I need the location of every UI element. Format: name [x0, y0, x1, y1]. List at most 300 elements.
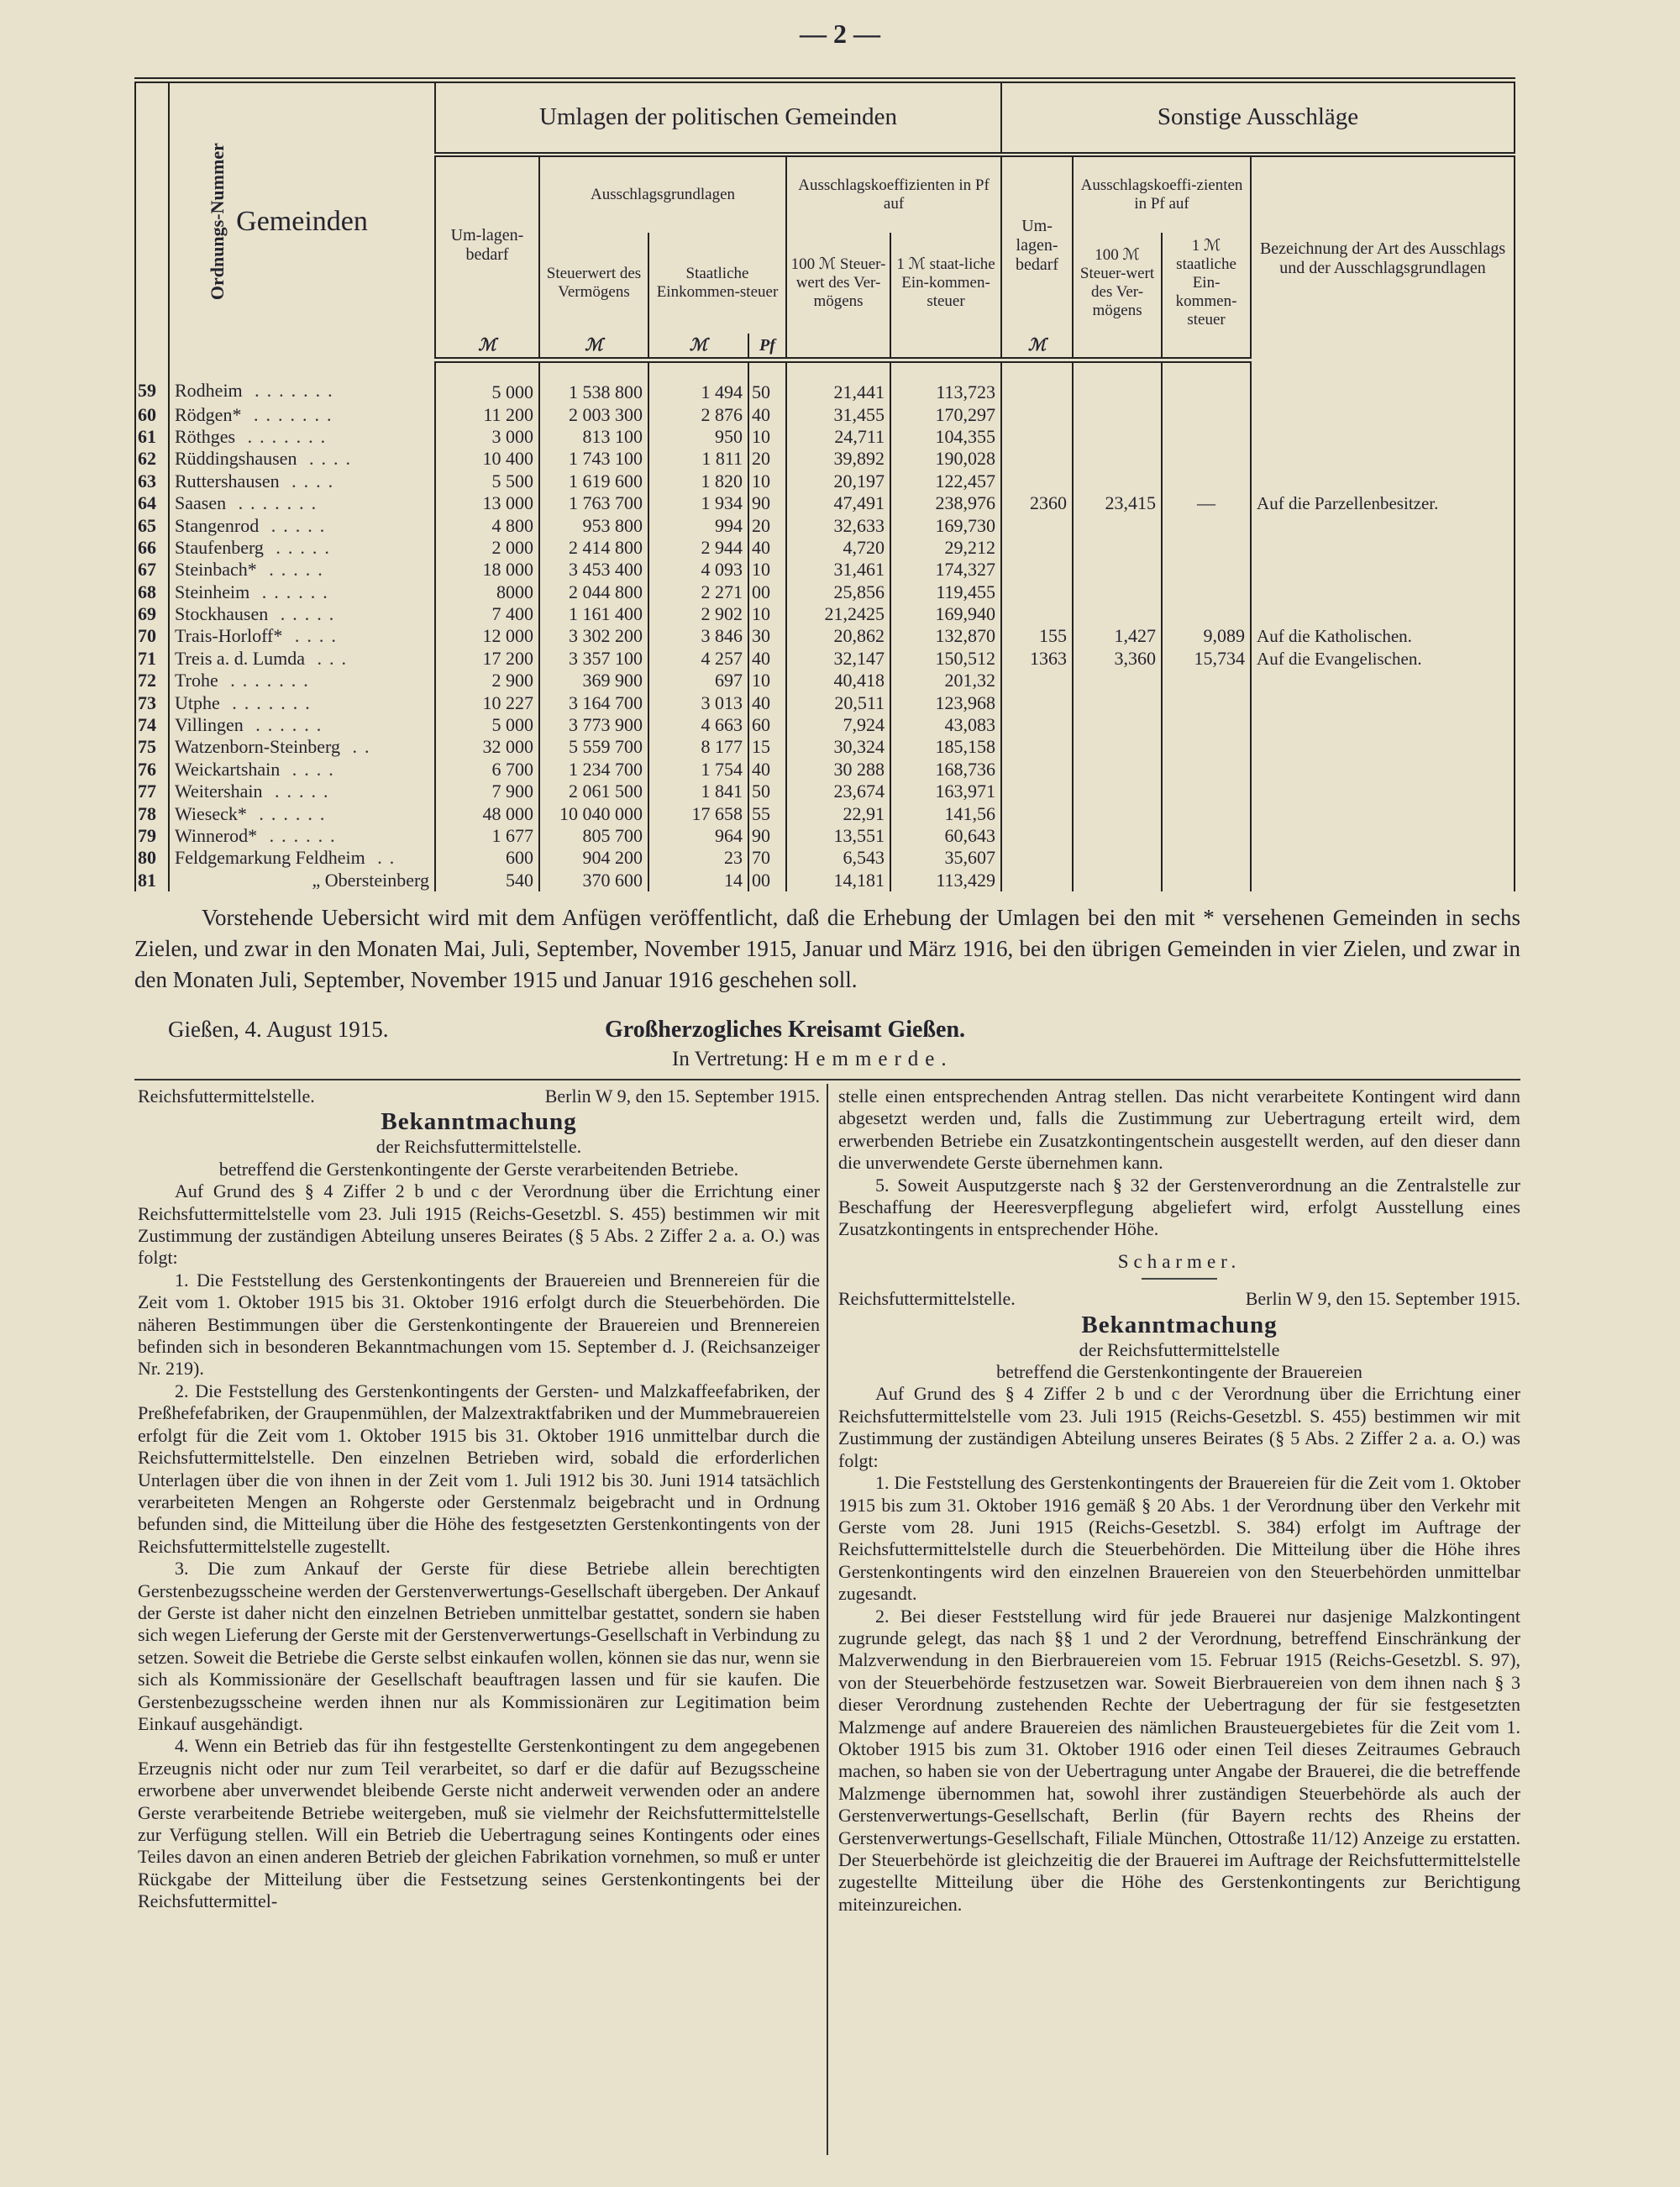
- municipality-label: Staufenberg: [175, 536, 264, 558]
- levy-requirement: 4 800: [435, 514, 539, 536]
- table-row: [135, 360, 1515, 404]
- levy-description: [1251, 581, 1515, 603]
- levy-requirement: 7 400: [435, 603, 539, 625]
- income-tax-pf: 90: [748, 825, 786, 847]
- municipality-name: [169, 471, 435, 492]
- coefficient-1-mark-income: 185,158: [890, 736, 1001, 758]
- header-bezeichnung: Bezeichnung der Art des Ausschlags und der Ausschlagsgrundlagen: [1251, 155, 1515, 360]
- assets-tax-value: 369 900: [539, 670, 648, 691]
- municipality-label: Feldgemarkung Feldheim: [175, 847, 365, 869]
- income-tax-pf: 50: [748, 781, 786, 802]
- article1-dateline: Berlin W 9, den 15. September 1915.: [544, 1086, 820, 1107]
- income-tax-mark: 964: [648, 825, 748, 847]
- header-sonstige-group: Sonstige Ausschläge: [1001, 81, 1515, 155]
- table-row: [135, 714, 1515, 736]
- other-levy-requirement: 1363: [1001, 648, 1073, 670]
- table-row: [135, 514, 1515, 536]
- other-coefficient-100: [1073, 360, 1162, 404]
- table-row: [135, 426, 1515, 448]
- dot-leader: ......: [257, 825, 343, 846]
- article1-continuation: 5. Soweit Ausputzgerste nach § 32 der Gerstenverordnung an die Zentralstelle zur Beschaffung der Heeresverpflegung abgeliefert wird, erfolgt Ausstellung eines Zusatzkontingents in entsprechender Höhe.: [838, 1174, 1520, 1240]
- table-row: [135, 847, 1515, 869]
- other-coefficient-100: [1073, 514, 1162, 536]
- income-tax-pf: 40: [748, 648, 786, 670]
- levy-description: [1251, 603, 1515, 625]
- dot-leader: .....: [256, 559, 330, 581]
- row-number: 80: [135, 847, 169, 869]
- other-coefficient-1: [1162, 670, 1251, 691]
- right-column: [838, 1086, 1520, 1916]
- levy-requirement: 10 227: [435, 691, 539, 713]
- income-tax-mark: 2 271: [648, 581, 748, 603]
- coefficient-100-mark-assets: 22,91: [786, 802, 890, 824]
- article2-paragraph: 2. Bei dieser Feststellung wird für jede Brauerei nur dasjenige Malzkontingent zugrunde gelegt, das nach §§ 1 und 2 der Verordnung, betreffend Einschränkung der Malzverwendung in den Bierbrauereien vom 15. Februar 1915 (Reichs-Gesetzbl. S. 97), von der Steuerbehörde festzusetzen war. Soweit Bierbrauereien von dem ihnen nach § 3 dieser Verordnung zustehenden Rechte der Uebertragung der für sie festgesetzten Malzmenge auf andere Brauereien des nämlichen Brausteuergebietes für die Zeit vom 1. Oktober 1915 bis zum 31. Oktober 1916 oder einen Teil dieses Zeitraumes Gebrauch machen, so haben sie von der Uebertragung unter Angabe der Brauerei, die die betreffende Malzmenge übernommen hat, sowohl ihrer zuständigen Steuerbehörde als auch der Gerstenverwertungs-Gesellschaft, Berlin (für Bayern rechts des Rheins der Gerstenverwertungs-Gesellschaft, Filiale München, Ottostraße 11/12) Anzeige zu erstatten. Der Steuerbehörde ist gleichzeitig die der Brauerei im Auftrage der Reichsfuttermittelstelle zugestellte Mitteilung über die Höhe des Gerstenkontingents zur Berichtigung miteinzureichen.: [838, 1605, 1520, 1915]
- table-row: [135, 825, 1515, 847]
- levy-description: [1251, 403, 1515, 425]
- municipality-label: Trais-Horloff*: [175, 625, 283, 647]
- column-divider: [827, 1084, 828, 2155]
- municipality-label: Weitershain: [175, 781, 263, 802]
- article2-paragraph: 1. Die Feststellung des Gerstenkontingents der Brauereien für die Zeit vom 1. Oktober 1915 bis zum 31. Oktober 1916 gemäß § 20 Abs. 1 der Verordnung über den Verkehr mit Gerste vom 28. Juni 1915 (Reichs-Gesetzbl. S. 384) erfolgt im Auftrage der Reichsfuttermittelstelle durch die Steuerbehörden. Die Mitteilung über die Höhe ihres Gerstenkontingents wird den einzelnen Brauereien von den Steuerbehörden unmittelbar zugesandt.: [838, 1472, 1520, 1605]
- other-coefficient-1: 15,734: [1162, 648, 1251, 670]
- other-coefficient-100: [1073, 603, 1162, 625]
- coefficient-1-mark-income: 35,607: [890, 847, 1001, 869]
- levy-requirement: 8000: [435, 581, 539, 603]
- assets-tax-value: 5 559 700: [539, 736, 648, 758]
- municipality-name: [169, 759, 435, 781]
- other-coefficient-1: —: [1162, 492, 1251, 514]
- municipality-name: [169, 691, 435, 713]
- other-levy-requirement: [1001, 581, 1073, 603]
- income-tax-pf: 10: [748, 559, 786, 581]
- row-number: 72: [135, 670, 169, 691]
- place-date: Gießen, 4. August 1915.: [168, 1017, 389, 1042]
- income-tax-mark: 4 663: [648, 714, 748, 736]
- other-levy-requirement: 2360: [1001, 492, 1073, 514]
- levy-description: [1251, 691, 1515, 713]
- unit-pf: Pf: [748, 334, 786, 360]
- municipality-name: [169, 603, 435, 625]
- other-coefficient-1: [1162, 714, 1251, 736]
- levy-description: [1251, 559, 1515, 581]
- table-row: [135, 603, 1515, 625]
- other-coefficient-100: [1073, 825, 1162, 847]
- short-rule: [1142, 1278, 1217, 1280]
- coefficient-1-mark-income: 43,083: [890, 714, 1001, 736]
- dot-leader: .....: [268, 603, 342, 625]
- municipality-name: [169, 870, 435, 891]
- municipality-label: Stockhausen: [175, 603, 269, 625]
- row-number: 76: [135, 759, 169, 781]
- header-sonstige-k100: 100 ℳ Steuer-wert des Ver-mögens: [1073, 233, 1162, 334]
- levy-description: [1251, 514, 1515, 536]
- coefficient-1-mark-income: 170,297: [890, 403, 1001, 425]
- municipality-label: Rödgen*: [175, 403, 242, 425]
- levy-requirement: 2 900: [435, 670, 539, 691]
- article2-header: [838, 1288, 1520, 1310]
- municipality-label: Steinbach*: [175, 559, 257, 581]
- income-tax-pf: 20: [748, 514, 786, 536]
- other-coefficient-100: [1073, 847, 1162, 869]
- other-coefficient-1: [1162, 870, 1251, 891]
- dot-leader: .......: [219, 691, 318, 713]
- article1-subject: betreffend die Gerstenkontingente der Gerste verarbeitenden Betriebe.: [218, 1158, 739, 1180]
- municipality-label: Ruttershausen: [175, 470, 280, 492]
- row-number: 74: [135, 714, 169, 736]
- article2-sub: der Reichsfuttermittelstelle: [1079, 1338, 1280, 1360]
- other-coefficient-100: [1073, 691, 1162, 713]
- row-number: 75: [135, 736, 169, 758]
- municipality-name: [169, 559, 435, 581]
- other-levy-requirement: [1001, 736, 1073, 758]
- other-levy-requirement: 155: [1001, 625, 1073, 647]
- article2-title: Bekanntmachung: [1081, 1311, 1278, 1338]
- coefficient-1-mark-income: 119,455: [890, 581, 1001, 603]
- other-coefficient-1: 9,089: [1162, 625, 1251, 647]
- article2-paragraph: Auf Grund des § 4 Ziffer 2 b und c der Verordnung über die Errichtung einer Reichsfuttermittelstelle vom 23. Juli 1915 (Reichs-Gesetzbl. S. 455) bestimmen wir mit Zustimmung der zuständigen Abteilung unseres Beirates (§ 5 Abs. 2 Ziffer 2 a. a. O.) was folgt:: [838, 1383, 1520, 1471]
- coefficient-1-mark-income: 60,643: [890, 825, 1001, 847]
- coefficient-1-mark-income: 104,355: [890, 426, 1001, 448]
- income-tax-mark: 697: [648, 670, 748, 691]
- table-row: [135, 670, 1515, 691]
- municipality-name: [169, 847, 435, 869]
- municipality-name: [169, 825, 435, 847]
- assets-tax-value: 10 040 000: [539, 802, 648, 824]
- dot-leader: .......: [241, 403, 339, 425]
- income-tax-pf: 40: [748, 537, 786, 559]
- other-coefficient-100: [1073, 537, 1162, 559]
- municipality-name: [169, 403, 435, 425]
- row-number: 73: [135, 691, 169, 713]
- assets-tax-value: 2 044 800: [539, 581, 648, 603]
- header-sonstige-koeffizienten: Ausschlagskoeffi-zienten in Pf auf: [1073, 155, 1251, 233]
- municipality-name: [169, 802, 435, 824]
- municipality-label: Trohe: [175, 670, 218, 691]
- municipality-name: [169, 714, 435, 736]
- coefficient-100-mark-assets: 25,856: [786, 581, 890, 603]
- coefficient-100-mark-assets: 30 288: [786, 759, 890, 781]
- coefficient-1-mark-income: 123,968: [890, 691, 1001, 713]
- article2-subject: betreffend die Gerstenkontingente der Brauereien: [996, 1361, 1362, 1383]
- other-coefficient-100: 23,415: [1073, 492, 1162, 514]
- dot-leader: ....: [279, 470, 341, 492]
- assets-tax-value: 2 414 800: [539, 537, 648, 559]
- unit-mark: ℳ: [1001, 334, 1073, 360]
- coefficient-1-mark-income: 174,327: [890, 559, 1001, 581]
- table-row: [135, 691, 1515, 713]
- income-tax-mark: 17 658: [648, 802, 748, 824]
- dot-leader: ....: [280, 758, 341, 780]
- row-number: 66: [135, 537, 169, 559]
- dot-leader: .....: [259, 514, 333, 536]
- levy-requirement: 540: [435, 870, 539, 891]
- levy-requirement: 18 000: [435, 559, 539, 581]
- issuing-office: Großherzogliches Kreisamt Gießen.: [605, 1017, 966, 1043]
- income-tax-pf: 60: [748, 714, 786, 736]
- table-row: [135, 537, 1515, 559]
- other-levy-requirement: [1001, 847, 1073, 869]
- income-tax-pf: 20: [748, 448, 786, 470]
- levy-description: [1251, 471, 1515, 492]
- article1-continuation: stelle einen entsprechenden Antrag stellen. Das nicht verarbeitete Kontingent wird dann abgesetzt werden und, falls die Zustimmung zur Uebertragung erteilt wird, dem erwerbenden Betriebe ein Zusatzkontingentschein ausgestellt werden, auf den dieser dann die unverwendete Gerste übernehmen kann.: [838, 1086, 1520, 1174]
- income-tax-mark: 1 841: [648, 781, 748, 802]
- coefficient-1-mark-income: 132,870: [890, 625, 1001, 647]
- article2-issuer: Reichsfuttermittelstelle.: [838, 1288, 1016, 1310]
- other-coefficient-100: [1073, 714, 1162, 736]
- dot-leader: .....: [262, 781, 336, 802]
- levy-requirement: 600: [435, 847, 539, 869]
- municipality-name: [169, 448, 435, 470]
- article1-paragraph: Auf Grund des § 4 Ziffer 2 b und c der Verordnung über die Errichtung einer Reichsfuttermittelstelle vom 23. Juli 1915 (Reichs-Gesetzbl. S. 455) bestimmen wir mit Zustimmung der zuständigen Abteilung unseres Beirates (§ 5 Abs. 2 Ziffer 2 a. a. O.) was folgt:: [138, 1180, 820, 1269]
- coefficient-1-mark-income: 201,32: [890, 670, 1001, 691]
- other-levy-requirement: [1001, 670, 1073, 691]
- article2-dateline: Berlin W 9, den 15. September 1915.: [1245, 1288, 1520, 1310]
- assets-tax-value: 1 619 600: [539, 471, 648, 492]
- other-coefficient-1: [1162, 559, 1251, 581]
- coefficient-1-mark-income: 169,940: [890, 603, 1001, 625]
- income-tax-mark: 3 013: [648, 691, 748, 713]
- other-levy-requirement: [1001, 825, 1073, 847]
- levy-requirement: 12 000: [435, 625, 539, 647]
- other-levy-requirement: [1001, 514, 1073, 536]
- municipality-label: Rodheim: [175, 380, 243, 402]
- levy-description: [1251, 448, 1515, 470]
- coefficient-1-mark-income: 141,56: [890, 802, 1001, 824]
- income-tax-mark: 2 876: [648, 403, 748, 425]
- levy-description: [1251, 426, 1515, 448]
- header-k100: 100 ℳ Steuer-wert des Ver-mögens: [786, 233, 890, 334]
- other-coefficient-100: [1073, 426, 1162, 448]
- coefficient-100-mark-assets: 40,418: [786, 670, 890, 691]
- row-number: 77: [135, 781, 169, 802]
- coefficient-100-mark-assets: 21,2425: [786, 603, 890, 625]
- deputy-label: In Vertretung:: [672, 1048, 790, 1070]
- coefficient-100-mark-assets: 23,674: [786, 781, 890, 802]
- assets-tax-value: 805 700: [539, 825, 648, 847]
- assets-tax-value: 1 763 700: [539, 492, 648, 514]
- coefficient-1-mark-income: 238,976: [890, 492, 1001, 514]
- municipality-label: Watzenborn-Steinberg: [175, 736, 340, 758]
- row-number: 59: [135, 360, 169, 404]
- other-coefficient-100: [1073, 759, 1162, 781]
- header-ausschlagsgrundlagen: Ausschlagsgrundlagen: [539, 155, 786, 233]
- dot-leader: ....: [282, 625, 344, 647]
- row-number: 68: [135, 581, 169, 603]
- article1-signature: Scharmer.: [1117, 1250, 1242, 1272]
- other-levy-requirement: [1001, 691, 1073, 713]
- table-row: [135, 759, 1515, 781]
- coefficient-100-mark-assets: 31,461: [786, 559, 890, 581]
- dot-leader: ..: [339, 736, 377, 758]
- unit-blank: [890, 334, 1001, 360]
- municipality-label: Winnerod*: [175, 825, 258, 846]
- income-tax-pf: 10: [748, 603, 786, 625]
- coefficient-100-mark-assets: 20,862: [786, 625, 890, 647]
- coefficient-1-mark-income: 122,457: [890, 471, 1001, 492]
- header-steuerwert: Steuerwert des Vermögens: [539, 233, 648, 334]
- other-coefficient-100: [1073, 559, 1162, 581]
- income-tax-pf: 10: [748, 471, 786, 492]
- levy-description: [1251, 714, 1515, 736]
- other-levy-requirement: [1001, 537, 1073, 559]
- levy-requirement: 3 000: [435, 426, 539, 448]
- coefficient-1-mark-income: 168,736: [890, 759, 1001, 781]
- assets-tax-value: 1 538 800: [539, 360, 648, 404]
- table-body: [135, 360, 1515, 891]
- table-row: [135, 581, 1515, 603]
- municipality-label: Rüddingshausen: [175, 448, 297, 470]
- row-number: 78: [135, 802, 169, 824]
- row-number: 69: [135, 603, 169, 625]
- other-coefficient-1: [1162, 403, 1251, 425]
- other-coefficient-1: [1162, 847, 1251, 869]
- article1-issuer: Reichsfuttermittelstelle.: [138, 1086, 315, 1107]
- other-coefficient-100: [1073, 802, 1162, 824]
- income-tax-mark: 1 494: [648, 360, 748, 404]
- coefficient-100-mark-assets: 20,197: [786, 471, 890, 492]
- income-tax-pf: 15: [748, 736, 786, 758]
- coefficient-100-mark-assets: 32,633: [786, 514, 890, 536]
- table-row: [135, 471, 1515, 492]
- left-column: [138, 1086, 820, 1913]
- other-coefficient-1: [1162, 736, 1251, 758]
- municipality-name: [169, 492, 435, 514]
- article1-paragraph: 2. Die Feststellung des Gerstenkontingents der Gersten- und Malzkaffeefabriken, der Preßhefefabriken, der Graupenmühlen, der Malzextraktfabriken und der Mummebrauereien erfolgt für die Zeit vom 1. Oktober 1915 bis 31. Oktober 1916 unmittelbar durch die Reichsfuttermittelstelle. Den einzelnen Betrieben wird, sobald die erforderlichen Unterlagen über die von ihnen in der Zeit vom 1. Juli 1912 bis 30. Juni 1914 tatsächlich verarbeiteten Mengen an Rohgerste oder Gerstenmalz beigebracht und in Ordnung befunden sind, die Mitteilung über die Höhe des festgesetzten Gerstenkontingents von der Reichsfuttermittelstelle zugestellt.: [138, 1380, 820, 1557]
- assets-tax-value: 3 164 700: [539, 691, 648, 713]
- table-row: [135, 870, 1515, 891]
- article1-paragraph: 1. Die Feststellung des Gerstenkontingents der Brauereien und Brennereien für die Zeit vom 1. Oktober 1915 bis 31. Oktober 1916 erfolgt durch die Steuerbehörden. Die näheren Bestimmungen über die Gerstenkontingente der Brauereien und Brennereien befinden sich in besonderen Bekanntmachungen vom 15. September d. J. (Reichsanzeiger Nr. 219).: [138, 1269, 820, 1380]
- dot-leader: .......: [226, 492, 324, 514]
- coefficient-100-mark-assets: 21,441: [786, 360, 890, 404]
- assets-tax-value: 3 357 100: [539, 648, 648, 670]
- levy-description: [1251, 802, 1515, 824]
- levy-description: [1251, 736, 1515, 758]
- income-tax-pf: 40: [748, 403, 786, 425]
- municipality-name: [169, 736, 435, 758]
- municipality-label: Stangenrod: [175, 514, 260, 536]
- article1-paragraph: 3. Die zum Ankauf der Gerste für diese Betriebe allein berechtigten Gerstenbezugsscheine werden der Gerstenverwertungs-Gesellschaft übergeben. Der Ankauf der Gerste ist daher nicht den einzelnen Betrieben unmittelbar gestattet, sondern sie haben sich wegen Lieferung der Gerste mit der Gerstenverwertungs-Gesellschaft in Verbindung zu setzen. Soweit die Betriebe die Gerste selbst einkaufen wollen, können sie das nur, wenn sie sich als Kommissionäre der Gesellschaft beauftragen lassen und für sie kaufen. Die Gerstenbezugsscheine werden ihnen nur als Kommissionären zur Legitimation beim Einkauf ausgehändigt.: [138, 1558, 820, 1734]
- coefficient-100-mark-assets: 7,924: [786, 714, 890, 736]
- coefficient-100-mark-assets: 31,455: [786, 403, 890, 425]
- municipality-label: Villingen: [175, 714, 244, 736]
- unit-blank: [1073, 334, 1162, 360]
- assets-tax-value: 813 100: [539, 426, 648, 448]
- other-coefficient-1: [1162, 471, 1251, 492]
- coefficient-1-mark-income: 150,512: [890, 648, 1001, 670]
- coefficient-100-mark-assets: 39,892: [786, 448, 890, 470]
- other-coefficient-100: [1073, 471, 1162, 492]
- levy-requirement: 5 000: [435, 360, 539, 404]
- levy-description: Auf die Katholischen.: [1251, 625, 1515, 647]
- income-tax-pf: 30: [748, 625, 786, 647]
- row-number: 62: [135, 448, 169, 470]
- dot-leader: .......: [218, 670, 316, 691]
- levy-description: Auf die Evangelischen.: [1251, 648, 1515, 670]
- municipality-name: [169, 537, 435, 559]
- coefficient-100-mark-assets: 30,324: [786, 736, 890, 758]
- row-number: 79: [135, 825, 169, 847]
- levy-requirement: 48 000: [435, 802, 539, 824]
- assets-tax-value: 2 003 300: [539, 403, 648, 425]
- article1-sub: der Reichsfuttermittelstelle.: [375, 1136, 582, 1158]
- coefficient-1-mark-income: 113,723: [890, 360, 1001, 404]
- coefficient-1-mark-income: 190,028: [890, 448, 1001, 470]
- row-number: 60: [135, 403, 169, 425]
- header-einkommensteuer: Staatliche Einkommen-steuer: [648, 233, 786, 334]
- header-sonstige-k1: 1 ℳ staatliche Ein-kommen-steuer: [1162, 233, 1251, 334]
- income-tax-mark: 14: [648, 870, 748, 891]
- row-number: 71: [135, 648, 169, 670]
- other-coefficient-1: [1162, 360, 1251, 404]
- income-tax-mark: 950: [648, 426, 748, 448]
- other-levy-requirement: [1001, 471, 1073, 492]
- row-number: 67: [135, 559, 169, 581]
- levy-requirement: 5 000: [435, 714, 539, 736]
- assets-tax-value: 370 600: [539, 870, 648, 891]
- income-tax-mark: 3 846: [648, 625, 748, 647]
- table-row: [135, 648, 1515, 670]
- other-coefficient-100: [1073, 581, 1162, 603]
- dot-leader: ..: [365, 847, 402, 869]
- income-tax-mark: 4 093: [648, 559, 748, 581]
- dot-leader: ....: [297, 448, 358, 470]
- unit-mark: ℳ: [539, 334, 648, 360]
- coefficient-100-mark-assets: 14,181: [786, 870, 890, 891]
- page-number: — 2 —: [800, 18, 880, 49]
- other-coefficient-100: [1073, 781, 1162, 802]
- dot-leader: ......: [243, 714, 329, 736]
- levy-description: [1251, 537, 1515, 559]
- municipality-name: [169, 670, 435, 691]
- coefficient-1-mark-income: 169,730: [890, 514, 1001, 536]
- other-levy-requirement: [1001, 426, 1073, 448]
- table-row: [135, 403, 1515, 425]
- income-tax-pf: 40: [748, 691, 786, 713]
- dot-leader: ......: [246, 802, 333, 824]
- row-number: 64: [135, 492, 169, 514]
- table-row: [135, 802, 1515, 824]
- row-number: 81: [135, 870, 169, 891]
- income-tax-pf: 50: [748, 360, 786, 404]
- levy-description: [1251, 847, 1515, 869]
- municipality-label: Röthges: [175, 425, 236, 447]
- municipality-label: Saasen: [175, 492, 227, 514]
- levy-requirement: 1 677: [435, 825, 539, 847]
- levy-description: [1251, 870, 1515, 891]
- other-coefficient-1: [1162, 759, 1251, 781]
- assets-tax-value: 3 453 400: [539, 559, 648, 581]
- header-gemeinden: Gemeinden: [169, 81, 435, 360]
- coefficient-100-mark-assets: 32,147: [786, 648, 890, 670]
- levy-requirement: 11 200: [435, 403, 539, 425]
- other-coefficient-1: [1162, 581, 1251, 603]
- municipality-label: Weickartshain: [175, 758, 281, 780]
- assets-tax-value: 3 773 900: [539, 714, 648, 736]
- levy-requirement: 6 700: [435, 759, 539, 781]
- levy-requirement: 5 500: [435, 471, 539, 492]
- table-row: [135, 448, 1515, 470]
- assets-tax-value: 953 800: [539, 514, 648, 536]
- income-tax-pf: 40: [748, 759, 786, 781]
- other-coefficient-1: [1162, 426, 1251, 448]
- other-levy-requirement: [1001, 403, 1073, 425]
- header-umlagenbedarf: Um-lagen-bedarf: [435, 155, 539, 334]
- table-row: [135, 559, 1515, 581]
- municipality-label: Utphe: [175, 691, 220, 713]
- coefficient-100-mark-assets: 47,491: [786, 492, 890, 514]
- dot-leader: .....: [263, 536, 337, 558]
- levy-description: Auf die Parzellenbesitzer.: [1251, 492, 1515, 514]
